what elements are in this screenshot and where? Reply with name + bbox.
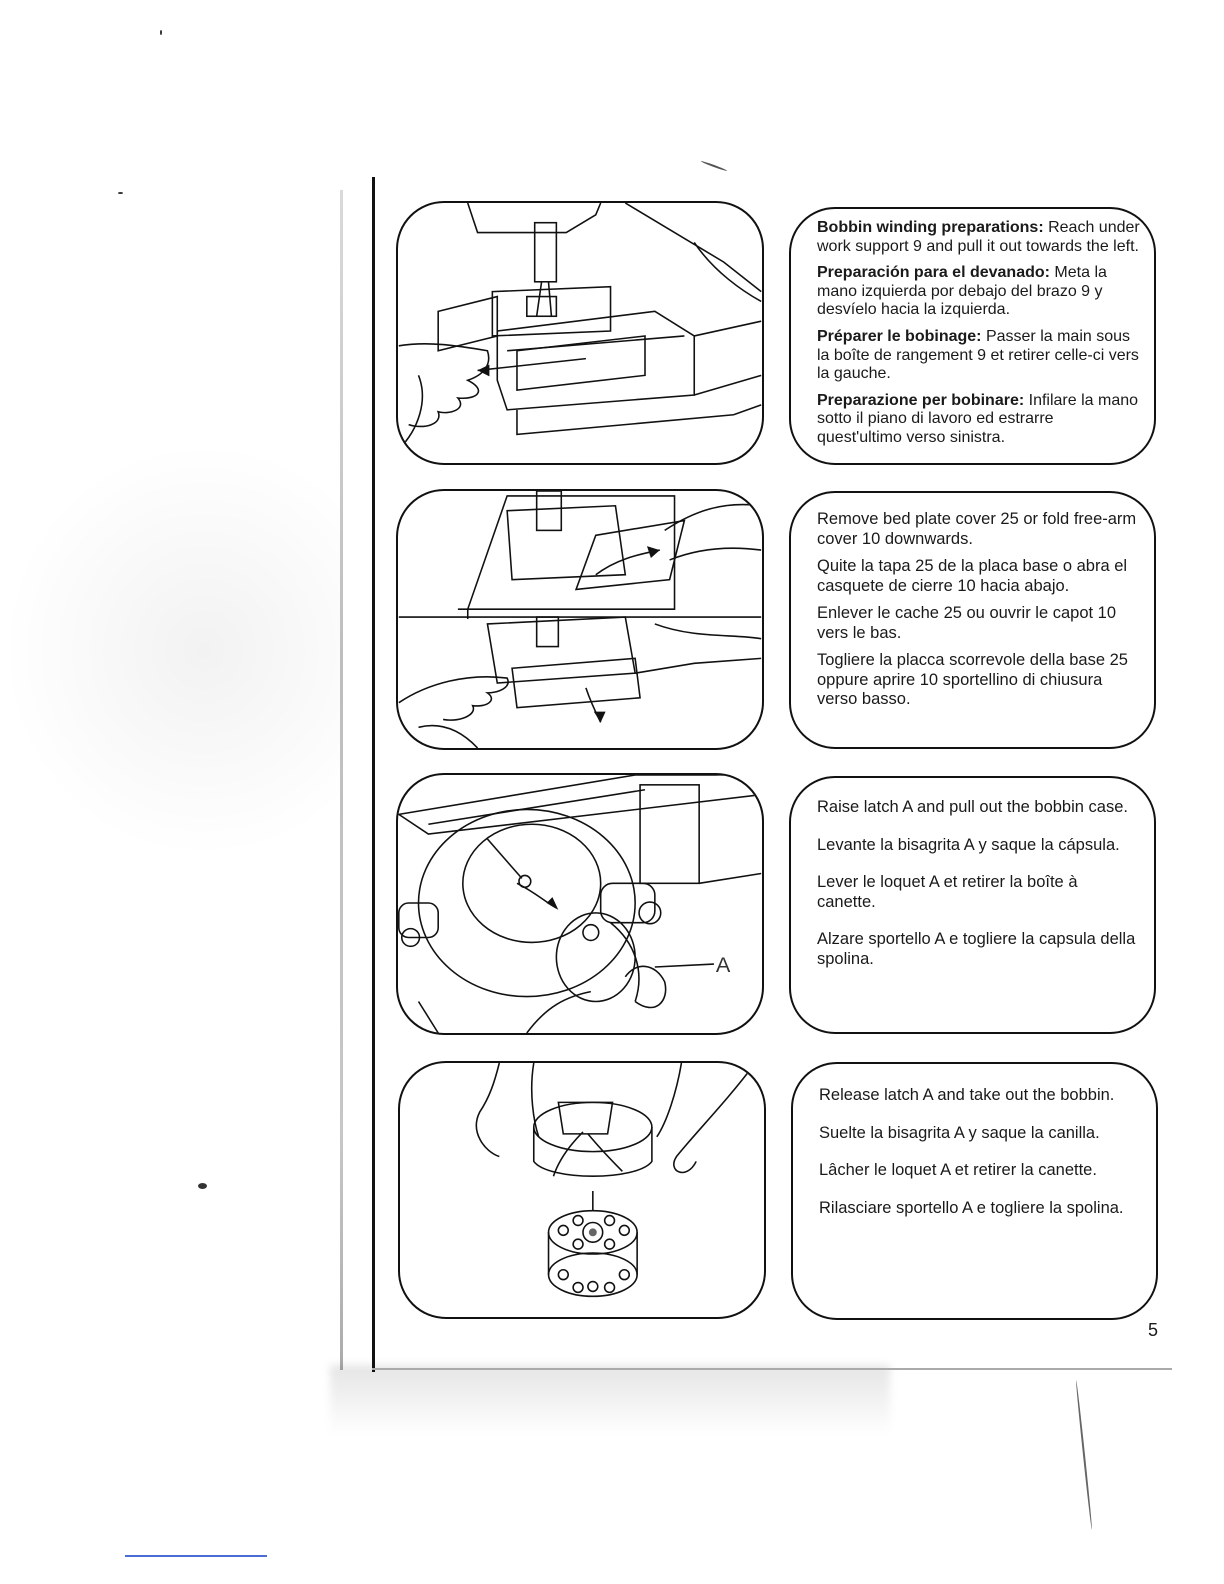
scan-shadow — [0, 440, 340, 860]
scan-speck — [160, 30, 162, 35]
instruction-paragraph-es: Quite la tapa 25 de la placa base o abra el casquete de cierre 10 hacia abajo. — [817, 557, 1128, 595]
instruction-paragraph-en: Raise latch A and pull out the bobbin case. — [817, 798, 1128, 816]
instruction-paragraph-it: Alzare sportello A e togliere la capsula della spolina. — [817, 930, 1136, 968]
bed-plate-cover-removal-drawing — [398, 491, 762, 748]
instruction-text-remove-bed-plate-cover — [789, 491, 1156, 749]
instruction-paragraph-en: Remove bed plate cover 25 or fold free-arm cover 10 downwards. — [817, 510, 1137, 548]
paragraph-heading: Preparación para el devanado: — [817, 264, 1050, 282]
instruction-paragraph-it: Rilasciare sportello A e togliere la spolina. — [819, 1198, 1124, 1217]
sewing-machine-work-support-drawing — [398, 203, 762, 463]
paragraph-text: Reach under work support 9 and pull it out towards the left. — [817, 219, 1140, 255]
instruction-paragraph-en — [817, 219, 1140, 256]
instruction-paragraph-it: Togliere la placca scorrevole della base 25 oppure aprire 10 sportellino di chiusura verso basso. — [817, 651, 1128, 708]
instruction-paragraph-fr: Lâcher le loquet A et retirer la canette. — [819, 1161, 1097, 1179]
latch-a-label: A — [715, 951, 731, 977]
paragraph-heading: Préparer le bobinage: — [817, 327, 982, 345]
instruction-text-bobbin-winding-preparations — [789, 207, 1156, 465]
paragraph-text: Meta la mano izquierda por debajo del brazo 9 y desvíelo hacia la izquierda. — [817, 264, 1107, 319]
scan-speck — [701, 160, 728, 171]
instruction-paragraph-en: Release latch A and take out the bobbin. — [819, 1086, 1115, 1104]
page-number: 5 — [1148, 1320, 1159, 1340]
illustration-bobbin-winding-preparations — [396, 201, 764, 465]
instruction-text-raise-latch-pull-bobbin-case — [789, 776, 1156, 1034]
bobbin-case-removal-drawing — [398, 775, 762, 1033]
scan-bottom-shadow — [330, 1365, 890, 1435]
paragraph-text: Infilare la mano sotto il piano di lavoro ed estrarre quest'ultimo verso sinistra. — [817, 391, 1139, 446]
scan-speck — [118, 192, 123, 194]
bobbin-release-drawing — [400, 1063, 764, 1317]
illustration-release-latch-take-out-bobbin — [398, 1061, 766, 1319]
instruction-paragraph-es: Suelte la bisagrita A y saque la canilla. — [819, 1123, 1100, 1142]
scan-speck — [198, 1183, 207, 1189]
instruction-paragraph-fr: Enlever le cache 25 ou ouvrir le capot 10 vers le bas. — [817, 604, 1117, 642]
illustration-raise-latch-pull-bobbin-case — [396, 773, 764, 1035]
instruction-paragraph-es: Levante la bisagrita A y saque la cápsula. — [817, 835, 1120, 854]
illustration-remove-bed-plate-cover — [396, 489, 764, 750]
instruction-paragraph-es — [817, 264, 1140, 320]
instruction-paragraph-it — [817, 392, 1140, 448]
page-edge — [372, 177, 375, 1372]
paragraph-heading: Preparazione per bobinare: — [817, 391, 1025, 409]
binding-edge — [340, 190, 343, 1370]
instruction-paragraph-fr — [817, 328, 1140, 384]
paragraph-heading: Bobbin winding preparations: — [817, 219, 1044, 236]
page-bottom-edge — [372, 1368, 1172, 1370]
instruction-text-release-latch-take-out-bobbin — [791, 1062, 1158, 1320]
scan-speck — [1075, 1380, 1093, 1529]
underline-mark — [125, 1555, 267, 1557]
instruction-paragraph-fr: Lever le loquet A et retirer la boîte à canette. — [817, 873, 1078, 911]
paragraph-text: Passer la main sous la boîte de rangement 9 et retirer celle-ci vers la gauche. — [817, 327, 1139, 383]
